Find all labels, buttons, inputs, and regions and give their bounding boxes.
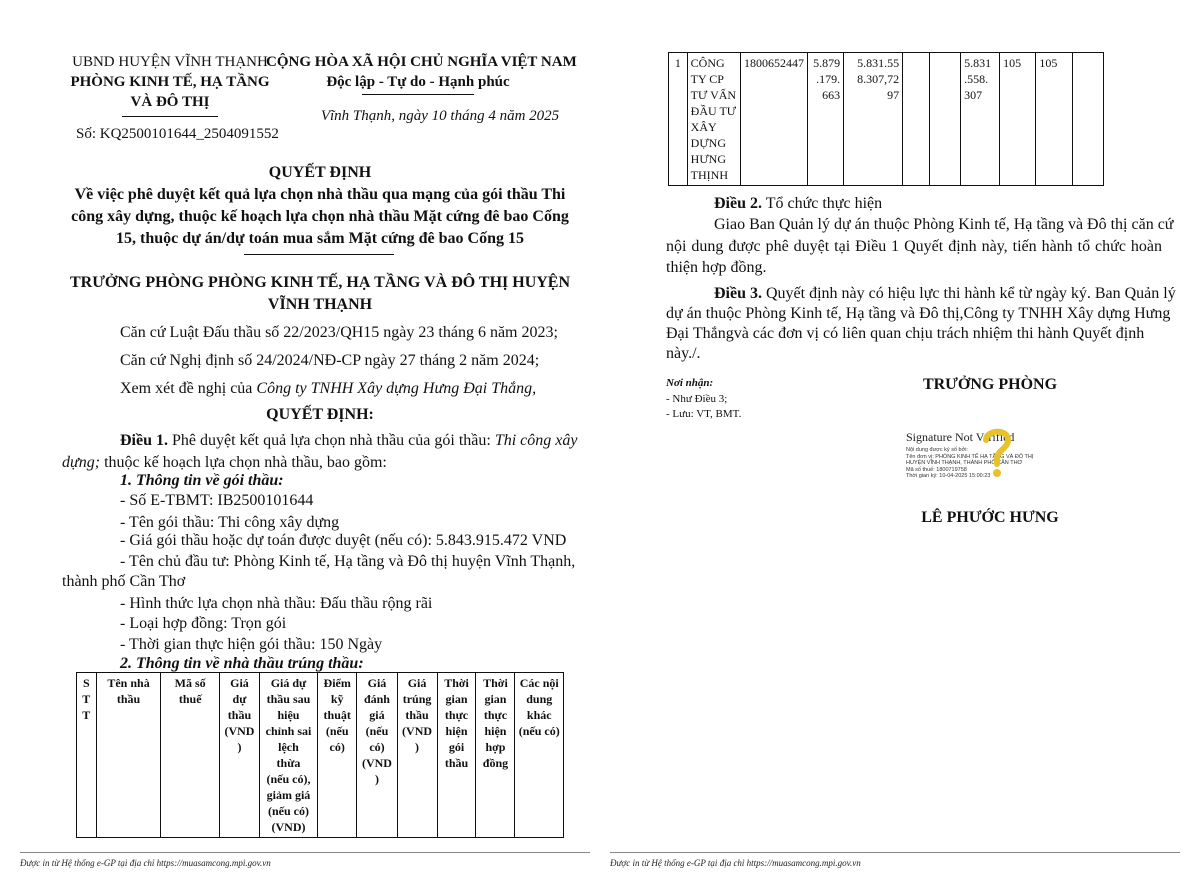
col-tech-score: Điểm kỹ thuật (nếu có) bbox=[317, 673, 356, 838]
cell-package-duration: 105 bbox=[1000, 53, 1036, 186]
signature-status: Signature Not Verified bbox=[906, 430, 1015, 444]
article-1-line-1 bbox=[120, 430, 577, 452]
cell-bid-price: 5.879 .179. 663 bbox=[808, 53, 844, 186]
article-2-line-1: Giao Ban Quản lý dự án thuộc Phòng Kinh tế, Hạ tầng và Đô thị căn cứ bbox=[714, 216, 1174, 233]
article-1-label: Điều 1. bbox=[120, 432, 168, 449]
subject-line-2: công xây dựng, thuộc kế hoạch lựa chọn nhà thầu Mặt cứng đê bao Cống bbox=[71, 208, 569, 225]
contractor-table-body bbox=[668, 52, 1104, 186]
sig-detail-3: HUYỆN VĨNH THẠNH, THÀNH PHỐ CẦN THƠ bbox=[906, 460, 1023, 466]
article-2-label: Điều 2. bbox=[714, 195, 762, 212]
col-evaluated-price: Giá đánh giá (nếu có) (VND ) bbox=[357, 673, 397, 838]
legal-basis-3 bbox=[120, 378, 536, 400]
cell-adjusted-bid: 5.831.55 8.307,72 97 bbox=[844, 53, 903, 186]
info-package-name: - Tên gói thầu: Thi công xây dựng bbox=[120, 514, 340, 531]
legal-basis-2: Căn cứ Nghị định số 24/2024/NĐ-CP ngày 27 tháng 2 năm 2024; bbox=[120, 352, 540, 369]
info-contract-type: - Loại hợp đồng: Trọn gói bbox=[120, 615, 287, 632]
article-3-line-2: dự án thuộc Phòng Kinh tế, Hạ tầng và Đô thị,Công ty TNHH Xây dựng Hưng bbox=[666, 305, 1171, 322]
motto-underline bbox=[362, 94, 474, 95]
article-3-line-3: Đại Thắngvà các đơn vị có liên quan chịu trách nhiệm thi hành Quyết định bbox=[666, 325, 1145, 342]
table-row bbox=[669, 53, 1104, 186]
sig-detail-4: Mã số thuế: 1800719758 bbox=[906, 466, 967, 473]
col-award-price: Giá trúng thầu (VND ) bbox=[397, 673, 437, 838]
org-underline bbox=[122, 116, 218, 117]
article-1-package-cont: dựng; bbox=[62, 454, 101, 471]
col-adjusted-bid: Giá dự thầu sau hiệu chỉnh sai lệch thừa (nếu có), giảm giá (nếu có) (VND) bbox=[260, 673, 318, 838]
subject-line-1: Về việc phê duyệt kết quả lựa chọn nhà thầu qua mạng của gói thầu Thi bbox=[74, 186, 566, 203]
article-3-line-1 bbox=[714, 283, 1176, 305]
col-contractor-name: Tên nhà thầu bbox=[96, 673, 161, 838]
digital-signature-block bbox=[906, 430, 1096, 485]
page-right bbox=[600, 0, 1200, 894]
signer-name: LÊ PHƯỚC HƯNG bbox=[921, 509, 1059, 526]
issuing-authority bbox=[40, 272, 600, 316]
info-tbmt: - Số E-TBMT: IB2500101644 bbox=[120, 492, 314, 509]
subject-line-3: 15, thuộc dự án/dự toán mua sắm Mặt cứng đê bao Cống 15 bbox=[116, 230, 524, 247]
cell-other bbox=[1072, 53, 1103, 186]
article-1-text: Phê duyệt kết quả lựa chọn nhà thầu của gói thầu: bbox=[168, 432, 495, 449]
info-selection-method: - Hình thức lựa chọn nhà thầu: Đấu thầu rộng rãi bbox=[120, 595, 433, 612]
cell-stt: 1 bbox=[669, 53, 688, 186]
recipient-1: - Như Điều 3; bbox=[666, 393, 728, 405]
footer-divider bbox=[20, 852, 590, 853]
national-motto: Độc lập - Tự do - Hạnh phúc bbox=[326, 74, 510, 90]
col-other: Các nội dung khác (nếu có) bbox=[515, 673, 564, 838]
authority-line-1: TRƯỞNG PHÒNG PHÒNG KINH TẾ, HẠ TẦNG VÀ ĐÔ THỊ HUYỆN bbox=[69, 274, 571, 291]
footer-divider-right bbox=[610, 852, 1180, 853]
article-3-label: Điều 3. bbox=[714, 285, 762, 302]
article-2-line-2: nội dung được phê duyệt tại Điều 1 Quyết định này, tiến hành tổ chức hoàn bbox=[666, 238, 1162, 255]
article-3-line-4: này./. bbox=[666, 345, 701, 362]
info-package-price: - Giá gói thầu hoặc dự toán được duyệt (nếu có): 5.843.915.472 VND bbox=[120, 532, 567, 549]
article-1-package: Thi công xây bbox=[494, 432, 578, 449]
org-line-3: VÀ ĐÔ THỊ bbox=[130, 94, 210, 110]
col-stt: S T T bbox=[77, 673, 97, 838]
basis-3-company: Công ty TNHH Xây dựng Hưng Đại Thắng, bbox=[256, 380, 537, 397]
sig-detail-1: Nội dung được ký số bởi: bbox=[906, 447, 968, 453]
col-package-duration: Thời gian thực hiện gói thầu bbox=[437, 673, 476, 838]
recipients-title: Nơi nhận: bbox=[666, 377, 714, 389]
table-header-row bbox=[77, 673, 564, 838]
legal-basis-1: Căn cứ Luật Đấu thầu số 22/2023/QH15 ngày 23 tháng 6 năm 2023; bbox=[120, 324, 558, 341]
info-owner: - Tên chủ đầu tư: Phòng Kinh tế, Hạ tầng và Đô thị huyện Vĩnh Thạnh, bbox=[120, 553, 576, 570]
cell-tech-score bbox=[903, 53, 930, 186]
issuing-organization bbox=[60, 52, 280, 112]
cell-contract-duration: 105 bbox=[1036, 53, 1072, 186]
footer-note: Được in từ Hệ thống e-GP tại địa chỉ https://muasamcong.mpi.gov.vn bbox=[20, 858, 271, 868]
signer-title: TRƯỞNG PHÒNG bbox=[922, 376, 1058, 393]
document-subject bbox=[40, 184, 600, 250]
section-1-title: 1. Thông tin về gói thầu: bbox=[120, 472, 284, 489]
cell-award-price: 5.831 .558. 307 bbox=[961, 53, 1000, 186]
decision-heading: QUYẾT ĐỊNH: bbox=[266, 406, 374, 423]
col-tax-code: Mã số thuế bbox=[161, 673, 219, 838]
article-2-line-3: thiện hợp đồng. bbox=[666, 259, 767, 276]
national-title: CỘNG HÒA XÃ HỘI CHỦ NGHĨA VIỆT NAM bbox=[266, 54, 577, 70]
document-title: QUYẾT ĐỊNH bbox=[268, 164, 372, 181]
section-2-title: 2. Thông tin về nhà thầu trúng thầu: bbox=[120, 655, 364, 672]
org-line-1: UBND HUYỆN VĨNH THẠNH bbox=[72, 54, 268, 70]
contractor-table-header bbox=[76, 672, 564, 838]
authority-line-2: VĨNH THẠNH bbox=[267, 296, 373, 313]
document-number: Số: KQ2500101644_2504091552 bbox=[76, 126, 279, 142]
cell-tax-code: 1800652447 bbox=[741, 53, 808, 186]
article-1-text-2: thuộc kế hoạch lựa chọn nhà thầu, bao gồm: bbox=[100, 454, 387, 471]
sig-detail-2: Tên đơn vị: PHÒNG KINH TẾ HẠ TẦNG VÀ ĐÔ THỊ bbox=[906, 453, 1034, 460]
col-bid-price: Giá dự thầu (VND ) bbox=[219, 673, 259, 838]
basis-3-prefix: Xem xét đề nghị của bbox=[120, 380, 257, 397]
cell-evaluated-price bbox=[929, 53, 960, 186]
col-contract-duration: Thời gian thực hiện hợp đồng bbox=[476, 673, 515, 838]
article-2-heading bbox=[714, 193, 882, 215]
footer-note-right: Được in từ Hệ thống e-GP tại địa chỉ https://muasamcong.mpi.gov.vn bbox=[610, 858, 861, 868]
info-duration: - Thời gian thực hiện gói thầu: 150 Ngày bbox=[120, 636, 383, 653]
unverified-question-icon bbox=[976, 426, 1016, 478]
article-2-title: Tổ chức thực hiện bbox=[762, 195, 883, 212]
info-owner-cont: thành phố Cần Thơ bbox=[62, 573, 186, 590]
cell-contractor-name: CÔNG TY CP TƯ VẤN ĐẦU TƯ XÂY DỰNG HƯNG THỊNH bbox=[687, 53, 740, 186]
sig-detail-5: Thời gian ký: 10-04-2025 15:00:23 bbox=[906, 473, 991, 479]
org-line-2: PHÒNG KINH TẾ, HẠ TẦNG bbox=[70, 74, 270, 90]
recipient-2: - Lưu: VT, BMT. bbox=[666, 408, 742, 420]
article-3-text: Quyết định này có hiệu lực thi hành kể từ ngày ký. Ban Quản lý bbox=[762, 285, 1176, 302]
issue-date: Vĩnh Thạnh, ngày 10 tháng 4 năm 2025 bbox=[320, 108, 560, 124]
subject-underline bbox=[244, 254, 394, 255]
